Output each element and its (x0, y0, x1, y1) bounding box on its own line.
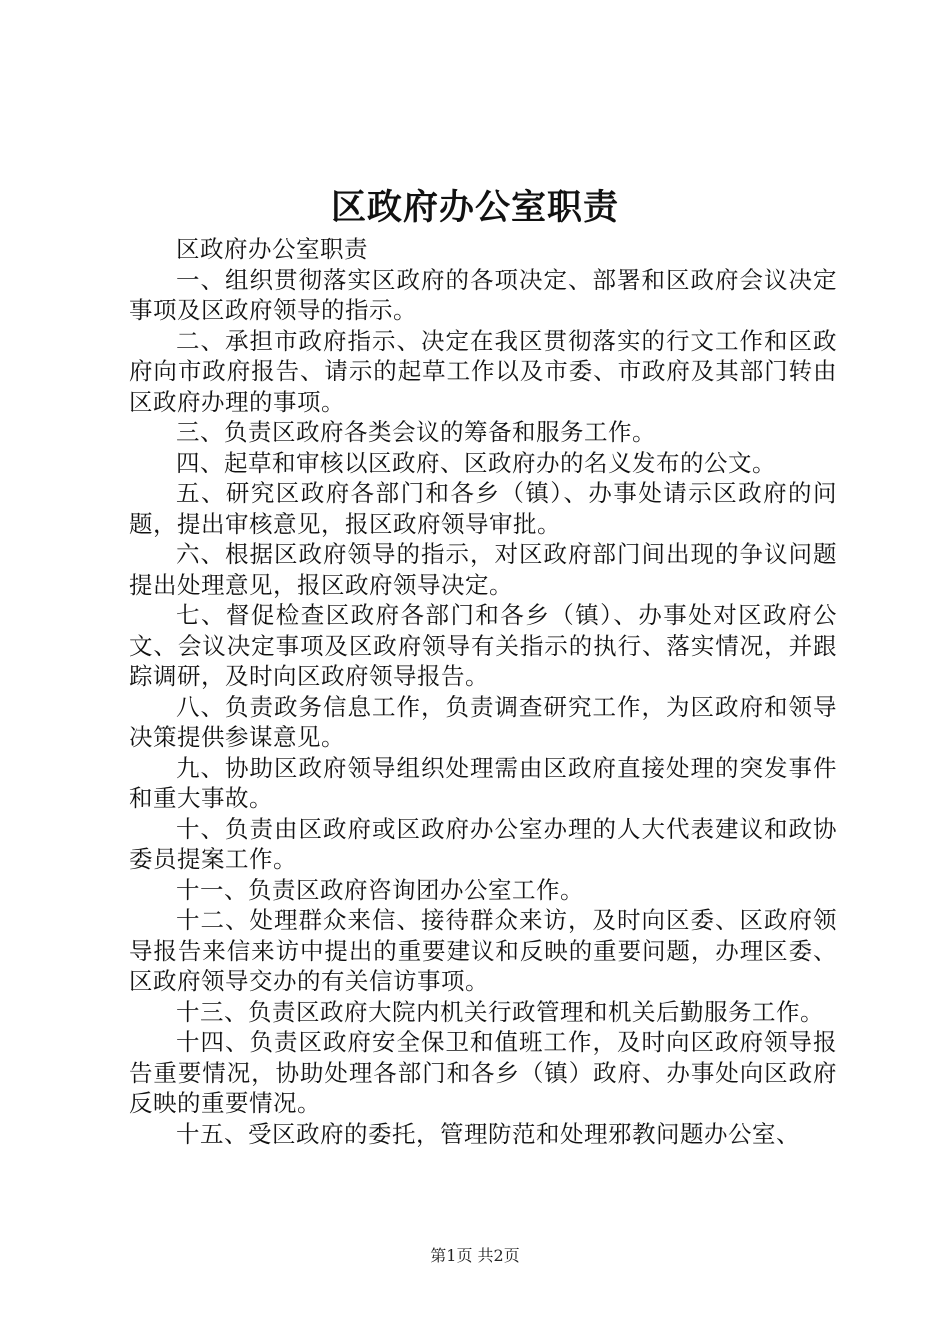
paragraph-item-2: 二、承担市政府指示、决定在我区贯彻落实的行文工作和区政府向市政府报告、请示的起草工作以及市委、市政府及其部门转由区政府办理的事项。 (129, 326, 837, 416)
paragraph-item-9: 九、协助区政府领导组织处理需由区政府直接处理的突发事件和重大事故。 (129, 753, 837, 812)
paragraph-item-4: 四、起草和审核以区政府、区政府办的名义发布的公文。 (176, 448, 776, 477)
paragraph-item-15: 十五、受区政府的委托，管理防范和处理邪教问题办公室、 (176, 1119, 800, 1148)
paragraph-item-12: 十二、处理群众来信、接待群众来访，及时向区委、区政府领导报告来信来访中提出的重要建议和反映的重要问题，办理区委、区政府领导交办的有关信访事项。 (129, 906, 837, 995)
paragraph-heading: 区政府办公室职责 (176, 235, 368, 263)
paragraph-item-1: 一、组织贯彻落实区政府的各项决定、部署和区政府会议决定事项及区政府领导的指示。 (129, 265, 837, 324)
paragraph-item-3: 三、负责区政府各类会议的筹备和服务工作。 (176, 418, 656, 446)
paragraph-item-7: 七、督促检查区政府各部门和各乡（镇）、办事处对区政府公文、会议决定事项及区政府领导有关指示的执行、落实情况，并跟踪调研，及时向区政府领导报告。 (129, 601, 837, 690)
paragraph-item-13: 十三、负责区政府大院内机关行政管理和机关后勤服务工作。 (176, 997, 824, 1026)
paragraph-item-6: 六、根据区政府领导的指示，对区政府部门间出现的争议问题提出处理意见，报区政府领导决定。 (129, 540, 837, 599)
paragraph-item-10: 十、负责由区政府或区政府办公室办理的人大代表建议和政协委员提案工作。 (129, 814, 837, 873)
paragraph-item-5: 五、研究区政府各部门和各乡（镇）、办事处请示区政府的问题，提出审核意见，报区政府领导审批。 (129, 479, 837, 538)
paragraph-item-8: 八、负责政务信息工作，负责调查研究工作，为区政府和领导决策提供参谋意见。 (129, 692, 837, 751)
document-body (129, 234, 837, 1149)
page-footer: 第1页 共2页 (430, 1246, 520, 1265)
paragraph-item-14: 十四、负责区政府安全保卫和值班工作，及时向区政府领导报告重要情况，协助处理各部门和各乡（镇）政府、办事处向区政府反映的重要情况。 (129, 1028, 837, 1117)
paragraph-item-11: 十一、负责区政府咨询团办公室工作。 (176, 875, 584, 904)
document-title: 区政府办公室职责 (330, 187, 619, 228)
